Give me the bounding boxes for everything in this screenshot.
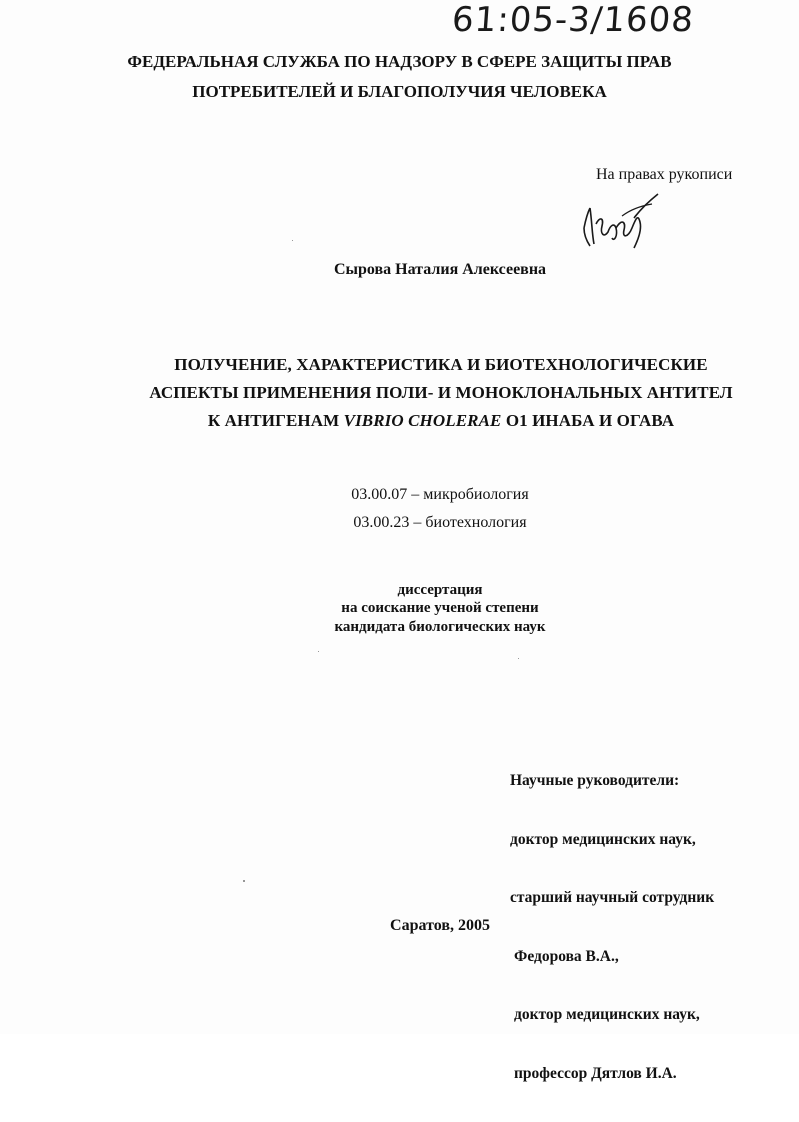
supervisor-1-degree: доктор медицинских наук, [510, 830, 696, 848]
handwritten-signature-icon [578, 188, 664, 254]
scan-speck [318, 651, 319, 652]
scan-speck [292, 240, 293, 241]
place-and-year: Саратов, 2005 [390, 917, 490, 934]
title-prefix: К АНТИГЕНАМ [207, 411, 344, 430]
scan-speck [518, 658, 519, 659]
degree-line-2: на соискание ученой степени [341, 600, 539, 616]
supervisor-1-position: старший научный сотрудник [510, 889, 715, 906]
organization-line-1: ФЕДЕРАЛЬНАЯ СЛУЖБА ПО НАДЗОРУ В СФЕРЕ ЗАЩИТЫ ПРАВ [127, 52, 672, 71]
dissertation-title-line-3 [0, 411, 799, 431]
supervisor-2-name: профессор Дятлов И.А. [514, 1064, 677, 1082]
supervisor-2-degree: доктор медицинских наук, [514, 1006, 700, 1023]
organization-line-2: ПОТРЕБИТЕЛЕЙ И БЛАГОПОЛУЧИЯ ЧЕЛОВЕКА [192, 82, 607, 101]
catalog-stamp: 61:05-3/1608 [450, 0, 696, 40]
scan-speck [243, 880, 245, 882]
degree-line-1: диссертация [397, 582, 483, 598]
supervisor-1-name: Федорова В.А., [514, 947, 619, 965]
dissertation-title-line-2: АСПЕКТЫ ПРИМЕНЕНИЯ ПОЛИ- И МОНОКЛОНАЛЬНЫХ АНТИТЕЛ [149, 383, 733, 402]
specialty-biotechnology: 03.00.23 – биотехнология [353, 514, 527, 531]
degree-line-3: кандидата биологических наук [334, 619, 546, 635]
supervisors-heading: Научные руководители: [510, 772, 680, 789]
dissertation-title-line-1: ПОЛУЧЕНИЕ, ХАРАКТЕРИСТИКА И БИОТЕХНОЛОГИЧЕСКИЕ [174, 355, 708, 374]
species-name: VIBRIO CHOLERAE [343, 411, 502, 430]
title-suffix: O1 ИНАБА И ОГАВА [501, 411, 675, 430]
author-name: Сырова Наталия Алексеевна [333, 261, 547, 278]
specialty-microbiology: 03.00.07 – микробиология [351, 486, 529, 503]
manuscript-rights-note: На правах рукописи [596, 166, 733, 183]
